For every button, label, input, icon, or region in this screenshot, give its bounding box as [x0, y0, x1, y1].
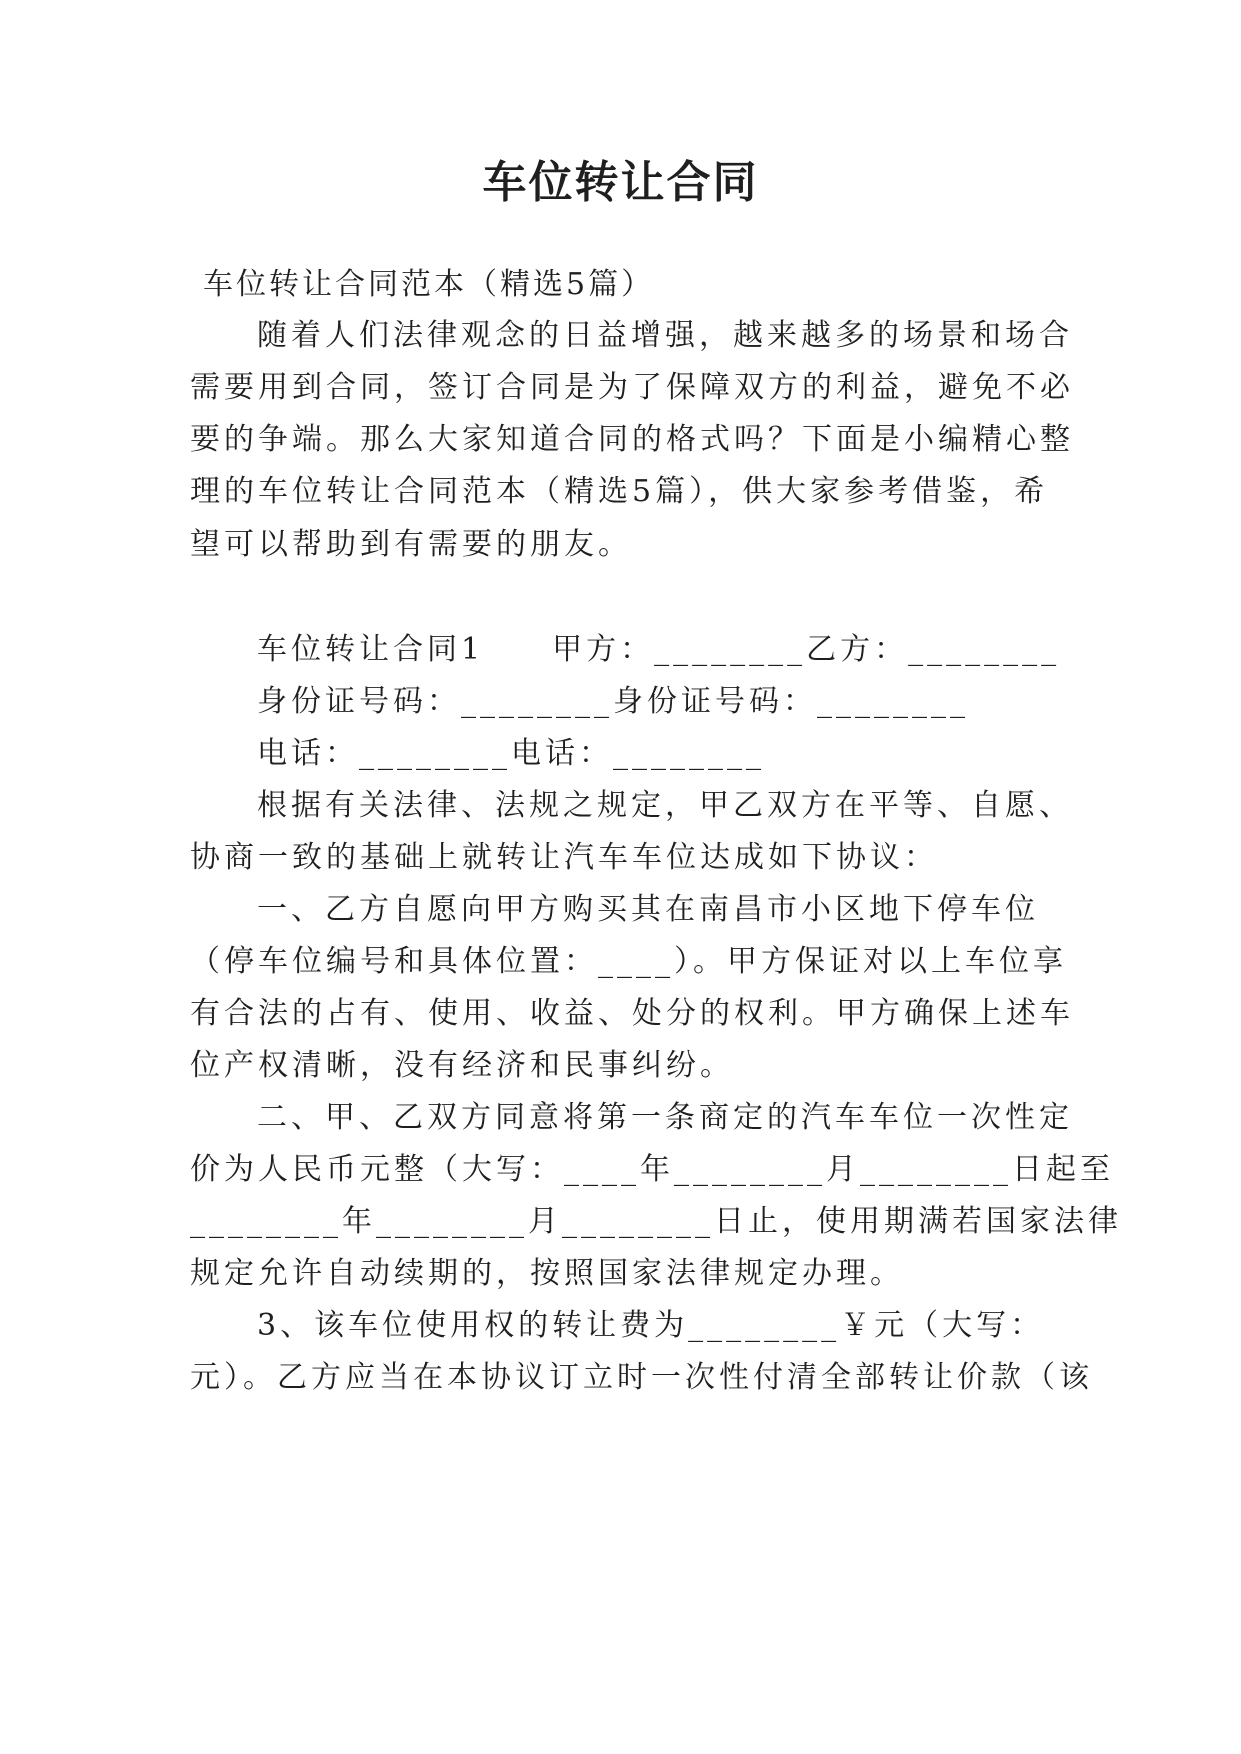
id-number-line: 身份证号码：________身份证号码：________	[257, 684, 969, 719]
clause-2-line-4: 规定允许自动续期的，按照国家法律规定办理。	[190, 1256, 904, 1291]
intro-line-4: 理的车位转让合同范本（精选5篇），供大家参考借鉴，希	[190, 474, 1049, 509]
clause-1-line-1: 一、乙方自愿向甲方购买其在南昌市小区地下停车位	[257, 892, 1039, 927]
contract-party-line: 车位转让合同1 甲方：________乙方：________	[257, 632, 1061, 667]
clause-1-line-3: 有合法的占有、使用、收益、处分的权利。甲方确保上述车	[190, 996, 1074, 1031]
intro-line-3: 要的争端。那么大家知道合同的格式吗？下面是小编精心整	[190, 422, 1074, 457]
clause-2-line-1: 二、甲、乙双方同意将第一条商定的汽车车位一次性定	[257, 1100, 1073, 1135]
clause-1-line-2: （停车位编号和具体位置：____）。甲方保证对以上车位享	[190, 944, 1067, 979]
clause-1-line-4: 位产权清晰，没有经济和民事纠纷。	[190, 1048, 734, 1083]
clause-2-line-2: 价为人民币元整（大写：____年________月________日起至	[190, 1152, 1114, 1187]
clause-2-line-3: ________年________月________日止，使用期满若国家法律	[190, 1204, 1122, 1239]
phone-line: 电话：________电话：________	[257, 736, 765, 771]
intro-line-2: 需要用到合同，签订合同是为了保障双方的利益，避免不必	[190, 370, 1074, 405]
clause-intro-line-1: 根据有关法律、法规之规定，甲乙双方在平等、自愿、	[257, 788, 1073, 823]
clause-intro-line-2: 协商一致的基础上就转让汽车车位达成如下协议：	[190, 840, 938, 875]
intro-line-1: 随着人们法律观念的日益增强，越来越多的场景和场合	[257, 318, 1073, 353]
subtitle-line: 车位转让合同范本（精选5篇）	[203, 267, 655, 302]
document-title: 车位转让合同	[482, 157, 759, 208]
intro-line-5: 望可以帮助到有需要的朋友。	[190, 527, 632, 562]
clause-3-line-2: 元）。乙方应当在本协议订立时一次性付清全部转让价款（该	[190, 1360, 1093, 1395]
clause-3-line-1: 3、该车位使用权的转让费为________￥元（大写：	[257, 1308, 1045, 1343]
